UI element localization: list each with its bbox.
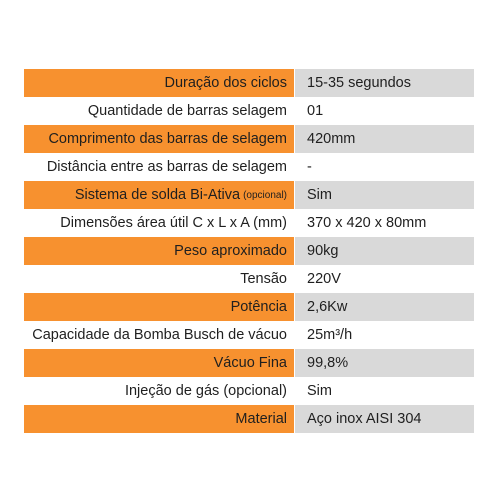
spec-value-cell (295, 209, 474, 237)
spec-label: Peso aproximado (174, 243, 287, 259)
spec-label-cell (24, 181, 294, 209)
spec-value-cell (295, 405, 474, 433)
spec-label: Distância entre as barras de selagem (46, 159, 287, 175)
spec-row (24, 265, 474, 293)
spec-table (24, 69, 474, 433)
spec-label-cell (24, 237, 294, 265)
spec-label-cell (24, 293, 294, 321)
spec-value: 370 x 420 x 80mm (307, 215, 427, 231)
spec-value: 90kg (307, 243, 339, 259)
spec-value-cell (295, 69, 474, 97)
spec-label-cell (24, 265, 294, 293)
spec-label: Vácuo Fina (213, 355, 287, 371)
spec-label-cell (24, 97, 294, 125)
spec-label: Material (235, 411, 287, 427)
spec-label: Dimensões área útil C x L x A (mm) (60, 215, 287, 231)
spec-value-cell (295, 237, 474, 265)
spec-row (24, 377, 474, 405)
spec-value: Sim (307, 187, 332, 203)
spec-label: Tensão (240, 271, 287, 287)
spec-label: Sistema de solda Bi-Ativa (74, 187, 241, 203)
spec-label-cell (24, 405, 294, 433)
spec-label-cell (24, 321, 294, 349)
spec-value-cell (295, 181, 474, 209)
spec-label-cell (24, 349, 294, 377)
spec-row (24, 69, 474, 97)
spec-value-cell (295, 293, 474, 321)
spec-value: 99,8% (307, 355, 349, 371)
spec-row (24, 293, 474, 321)
spec-value: 15-35 segundos (307, 75, 411, 91)
spec-value-cell (295, 377, 474, 405)
spec-row (24, 97, 474, 125)
spec-label: Duração dos ciclos (164, 75, 287, 91)
spec-label: Capacidade da Bomba Busch de vácuo (32, 327, 287, 343)
spec-label: Injeção de gás (opcional) (124, 383, 287, 399)
spec-row (24, 209, 474, 237)
spec-value: 220V (307, 271, 341, 287)
spec-label: Potência (230, 299, 287, 315)
spec-label: Comprimento das barras de selagem (48, 131, 287, 147)
spec-row (24, 237, 474, 265)
spec-value: Aço inox AISI 304 (307, 411, 422, 427)
spec-label-cell (24, 69, 294, 97)
spec-label: Quantidade de barras selagem (87, 103, 287, 119)
spec-value-cell (295, 349, 474, 377)
spec-row (24, 125, 474, 153)
spec-row (24, 181, 474, 209)
spec-label-note: (opcional) (243, 189, 287, 201)
spec-value: 01 (307, 103, 324, 119)
spec-value: 25m³/h (307, 327, 353, 343)
spec-row (24, 349, 474, 377)
spec-label-cell (24, 209, 294, 237)
spec-value-cell (295, 97, 474, 125)
spec-value: 2,6Kw (307, 299, 348, 315)
spec-row (24, 321, 474, 349)
spec-value-cell (295, 125, 474, 153)
spec-value: - (307, 159, 312, 175)
spec-value: 420mm (307, 131, 356, 147)
spec-value-cell (295, 265, 474, 293)
spec-row (24, 153, 474, 181)
spec-label-cell (24, 125, 294, 153)
spec-label-cell (24, 377, 294, 405)
spec-value-cell (295, 153, 474, 181)
spec-value: Sim (307, 383, 332, 399)
spec-value-cell (295, 321, 474, 349)
spec-row (24, 405, 474, 433)
spec-label-cell (24, 153, 294, 181)
